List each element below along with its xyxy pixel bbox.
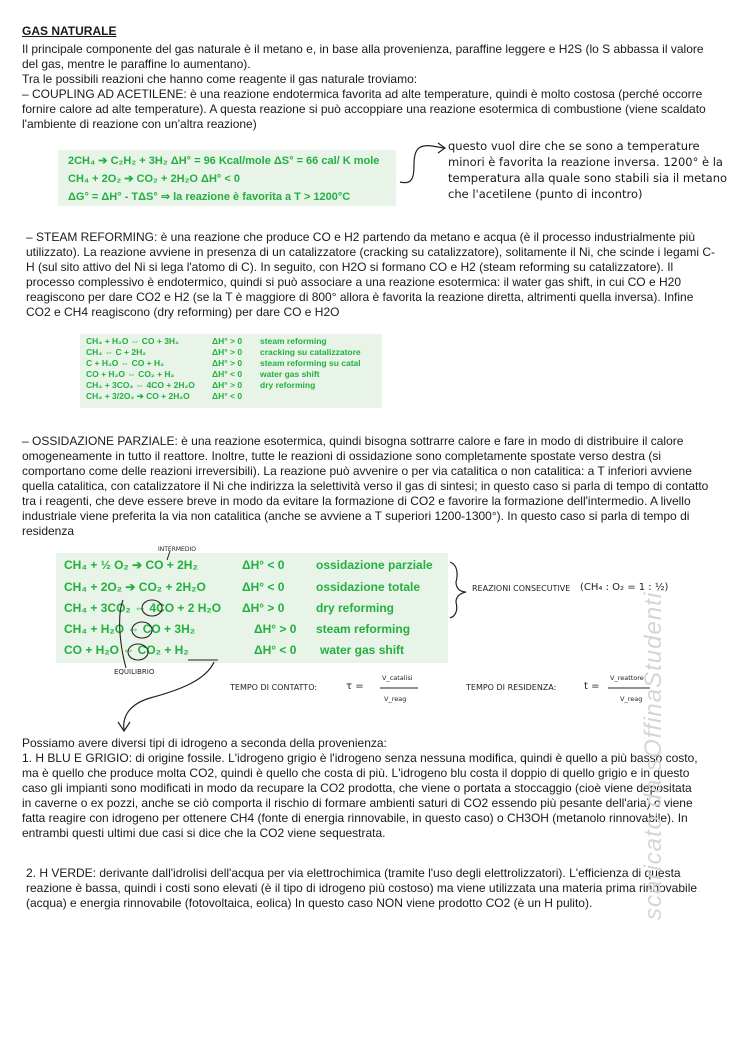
steam-row-eq: C + H₂O ⇔ CO + H₂ xyxy=(86,358,164,368)
t-symbol: t = xyxy=(584,681,600,692)
coupling-equations-box xyxy=(58,150,396,206)
h-blu-grigio-paragraph: 1. H BLU E GRIGIO: di origine fossile. L'idrogeno grigio è l'idrogeno senza nessuna modifica, quindi è quello a più basso costo, ma è quello che produce molta CO2, quindi è quello che costa di più. L'idrogeno blu costa il doppio di quello grigio e in questo caso gli impianti sono modificati in modo da recupare la CO2 prodotta, che viene o portata a stoccaggio (cioè viene depositata in caverne o ex pozzi, anche se ciò comporta il rischio di formare ambienti saturi di CO2 essendo più pesante dell'aria) o viene fatta reagire con idrogeno per ottenere CH4 (fonte di energia rinnovabile, in questo caso) o CH3OH (metanolo rinnovabile). In entrambi questi ultimi due casi si dice che la CO2 viene sequestrata. xyxy=(22,751,698,840)
partial-row-name: water gas shift xyxy=(320,643,405,657)
coupling-eq-2: CH₄ + 2O₂ ➔ CO₂ + 2H₂O ΔH° < 0 xyxy=(68,173,240,185)
steam-reforming-paragraph: – STEAM REFORMING: è una reazione che produce CO e H2 partendo da metano e acqua (è il processo industrialmente più utilizzato). La reazione avviene in presenza di un catalizzatore (cracking su catalizzatore), solitamente il Ni, che scinde i legami C-H (sul sito attivo del Ni si lega l'atomo di C). In seguito, con H2O si formano CO e H2 (steam reforming su catalizzatore). Il processo complessivo è endotermico, quindi si può associare a una reazione esotermica: il water gas shift, in cui CO e H20 reagiscono per dare CO2 e H2 (se la T è maggiore di 800° allora è favorita la reazione diretta, altrimenti quella inversa). Infine CO2 e CH4 reagiscono (dry reforming) per dare CO e H2O xyxy=(26,230,715,319)
steam-row-eq: CH₄ + H₂O ⇔ CO + 3H₂ xyxy=(86,336,179,346)
steam-row-name: water gas shift xyxy=(260,369,320,379)
v-reag-2: V_reag xyxy=(620,695,643,703)
tempo-residenza-label: TEMPO DI RESIDENZA: xyxy=(466,683,557,692)
partial-oxidation-paragraph: – OSSIDAZIONE PARZIALE: è una reazione esotermica, quindi bisogna sottrarre calore e fare in modo di distribuire il calore omogeneamente in tutto il reattore. Inoltre, tutte le reazioni di ossidazione sono completamente spostate verso destra (si comportano come delle reazioni irreversibili). La reazione può avvenire o per via catalitica o non catalitica: a T inferiori avviene quella catalitica, con catalizzatore il Ni che indirizza la selettività verso il gas di sintesi; in questo caso si parla di tempo di contatto tra i reagenti, che deve essere breve in modo da evitare la formazione di CO2 e favorire la formazione dell'intermedio. A livello industriale viene preferita la via non catalitica (anche se avviene a T superiori 1200-1300°). In questo caso si parla di tempo di residenza xyxy=(22,434,709,538)
partial-row-eq: CH₄ + 2O₂ ➔ CO₂ + 2H₂O xyxy=(64,580,206,594)
partial-row-dh: ΔH° < 0 xyxy=(242,558,285,572)
hydrogen-arrow-head xyxy=(118,722,130,731)
steam-row-eq: CH₄ ⇔ C + 2H₂ xyxy=(86,347,147,357)
steam-row-dh: ΔH° > 0 xyxy=(212,347,243,357)
steam-row-dh: ΔH° > 0 xyxy=(212,380,243,390)
steam-row-dh: ΔH° > 0 xyxy=(212,358,243,368)
coupling-handwritten-note: questo vuol dire che se sono a temperature minori è favorita la reazione inversa. 1200° è la temperatura alla quale sono stabili sia il metano che l'acetilene (punto di incontro) xyxy=(448,139,728,201)
steam-row-dh: ΔH° > 0 xyxy=(212,336,243,346)
tempo-contatto-label: TEMPO DI CONTATTO: xyxy=(230,683,318,692)
partial-oxidation-table xyxy=(56,553,448,663)
coupling-arrow-head xyxy=(438,143,445,153)
partial-row-dh: ΔH° < 0 xyxy=(254,643,297,657)
partial-row-eq: CH₄ + ½ O₂ ➔ CO + 2H₂ xyxy=(64,558,198,572)
v-reattore: V_reattore xyxy=(610,674,644,682)
partial-row-name: steam reforming xyxy=(316,622,411,636)
v-reag: V_reag xyxy=(384,695,407,703)
ratio-note: (CH₄ : O₂ = 1 : ½) xyxy=(580,582,669,593)
steam-row-name: dry reforming xyxy=(260,380,316,390)
steam-row-dh: ΔH° < 0 xyxy=(212,391,243,401)
partial-row-name: ossidazione parziale xyxy=(316,558,433,572)
partial-row-eq: CO + H₂O ⇔ CO₂ + H₂ xyxy=(64,643,189,657)
coupling-eq-1: 2CH₄ ➔ C₂H₂ + 3H₂ ΔH° = 96 Kcal/mole ΔS° = 66 cal/ K mole xyxy=(68,155,380,167)
intro-paragraph: Il principale componente del gas naturale è il metano e, in base alla provenienza, paraffine leggere e H2S (lo S abbassa il valore del gas, mentre le paraffine lo aumentano). Tra le possibili reazioni che hanno come reagente il gas naturale troviamo: – COUPLING AD ACETILENE: è una reazione endotermica favorita ad alte temperature, quindi è molto costosa (perché occorre fornire calore ad alte temperature). A questa reazione si può accoppiare una reazione esotermica di combustione (viene scaldato l'ambiente di reazione con un'altra reazione) xyxy=(22,42,706,131)
reazioni-consecutive-note: REAZIONI CONSECUTIVE xyxy=(472,584,571,593)
steam-row-name: steam reforming su catal xyxy=(260,358,361,368)
steam-row-eq: CH₄ + 3/2O₂ ➔ CO + 2H₂O xyxy=(86,391,190,401)
partial-row-eq: CH₄ + H₂O ⇔ CO + 3H₂ xyxy=(64,622,196,636)
h-verde-paragraph: 2. H VERDE: derivante dall'idrolisi dell'acqua per via elettrochimica (tramite l'uso degli elettrolizzatori). L'efficienza di questa reazione è bassa, quindi i costi sono elevati (è il tipo di idrogeno più costoso) ma viene utilizzata una materia prima rinnovabile (acqua) e energia rinnovabile (fotovoltaica, eolica) In questo caso NON viene prodotto CO2 (è un H pulito). xyxy=(26,866,698,910)
coupling-arrow-stroke xyxy=(400,146,444,183)
steam-row-eq: CH₄ + 3CO₂ ⇔ 4CO + 2H₂O xyxy=(86,380,195,390)
consecutive-brace xyxy=(450,562,466,618)
watermark: scaricato da sOffinaStudenti xyxy=(640,591,667,920)
steam-row-name: steam reforming xyxy=(260,336,327,346)
partial-row-dh: ΔH° < 0 xyxy=(242,580,285,594)
steam-row-name: cracking su catalizzatore xyxy=(260,347,361,357)
partial-row-dh: ΔH° > 0 xyxy=(254,622,297,636)
page-title: GAS NATURALE xyxy=(22,24,117,38)
partial-row-dh: ΔH° > 0 xyxy=(242,601,285,615)
partial-row-eq: CH₄ + 3CO₂ ⇔ 4CO + 2 H₂O xyxy=(64,601,222,615)
partial-row-name: dry reforming xyxy=(316,601,395,615)
equilibrio-note: EQUILIBRIO xyxy=(114,668,155,676)
tau-symbol: τ = xyxy=(346,681,364,692)
hydrogen-intro: Possiamo avere diversi tipi di idrogeno a seconda della provenienza: xyxy=(22,736,387,750)
steam-row-dh: ΔH° < 0 xyxy=(212,369,243,379)
steam-table xyxy=(80,334,382,408)
steam-row-eq: CO + H₂O ⇔ CO₂ + H₂ xyxy=(86,369,175,379)
partial-row-name: ossidazione totale xyxy=(316,580,421,594)
intermedio-note: INTERMEDIO xyxy=(158,546,196,553)
coupling-eq-3: ΔG° = ΔH° - TΔS° ⇒ la reazione è favorita a T > 1200°C xyxy=(68,191,351,203)
v-catalisi: V_catalisi xyxy=(382,674,413,682)
